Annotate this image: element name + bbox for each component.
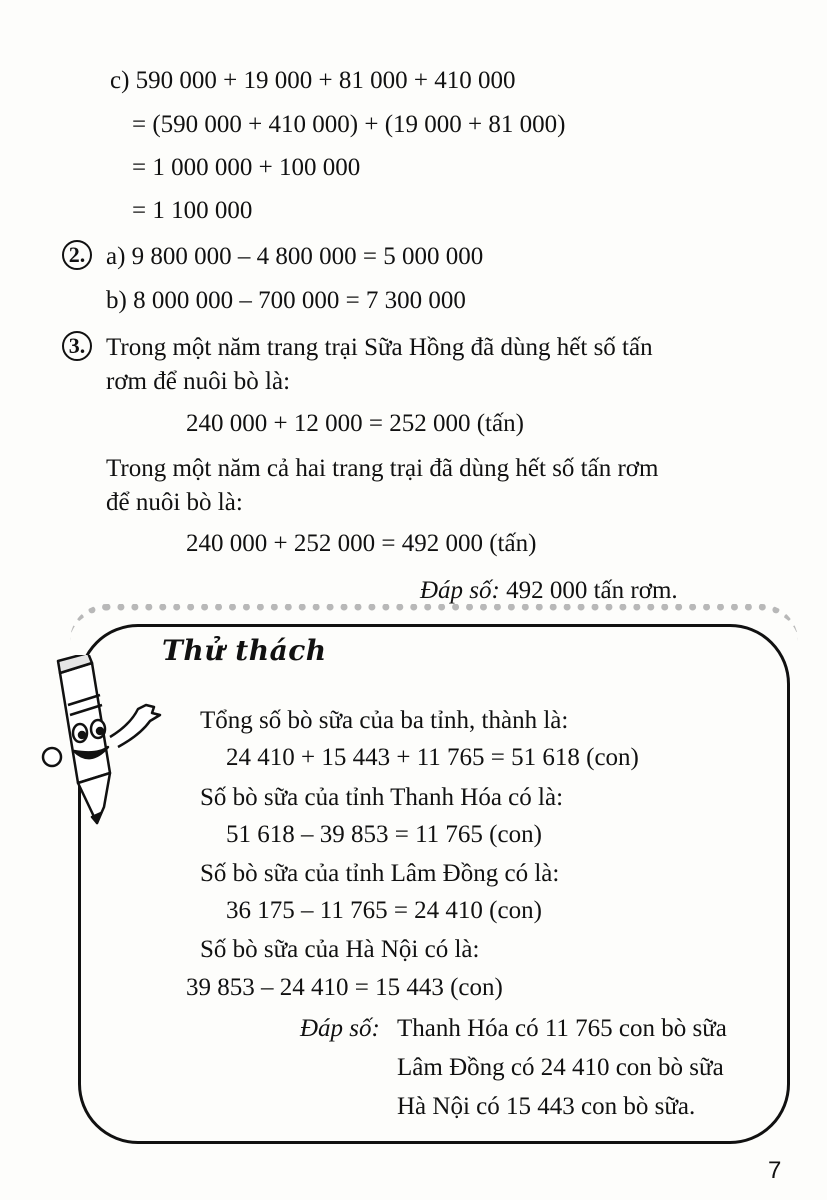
challenge-line-1: Tổng số bò sữa của ba tỉnh, thành là: (200, 707, 569, 734)
part-c-line-3: = 1 000 000 + 100 000 (132, 154, 361, 181)
exercise-2-line-a: a) 9 800 000 – 4 800 000 = 5 000 000 (106, 243, 484, 270)
exercise-2-line-b: b) 8 000 000 – 700 000 = 7 300 000 (106, 287, 466, 314)
exercise-3-number-badge: 3. (62, 331, 92, 361)
part-c-line-2: = (590 000 + 410 000) + (19 000 + 81 000) (132, 111, 566, 138)
challenge-line-7: Số bò sữa của Hà Nội có là: (200, 936, 480, 963)
part-c-line-1: c) 590 000 + 19 000 + 81 000 + 410 000 (110, 67, 516, 94)
challenge-answer-label: Đáp số: (300, 1015, 380, 1042)
exercise-3-answer (420, 576, 678, 606)
exercise-3-calculation-2: 240 000 + 252 000 = 492 000 (tấn) (186, 530, 537, 557)
challenge-line-2: 24 410 + 15 443 + 11 765 = 51 618 (con) (226, 744, 639, 771)
exercise-3-paragraph-1-line-1: Trong một năm trang trại Sữa Hồng đã dùng hết số tấn (106, 334, 653, 361)
challenge-answer-2: Lâm Đồng có 24 410 con bò sữa (397, 1054, 724, 1081)
exercise-3-paragraph-2-line-2: để nuôi bò là: (106, 489, 243, 516)
answer-value: 492 000 tấn rơm. (506, 577, 678, 604)
challenge-line-5: Số bò sữa của tỉnh Lâm Đồng có là: (200, 860, 560, 887)
part-c-line-4: = 1 100 000 (132, 197, 253, 224)
challenge-line-8: 39 853 – 24 410 = 15 443 (con) (186, 974, 503, 1001)
page-number: 7 (768, 1157, 782, 1184)
challenge-answer-3: Hà Nội có 15 443 con bò sữa. (397, 1093, 696, 1120)
challenge-title: Thử thách (162, 634, 327, 667)
exercise-3-paragraph-1-line-2: rơm để nuôi bò là: (106, 368, 291, 395)
exercise-3-calculation-1: 240 000 + 12 000 = 252 000 (tấn) (186, 410, 524, 437)
challenge-line-6: 36 175 – 11 765 = 24 410 (con) (226, 897, 542, 924)
challenge-line-4: 51 618 – 39 853 = 11 765 (con) (226, 821, 542, 848)
challenge-answer-1: Thanh Hóa có 11 765 con bò sữa (397, 1015, 727, 1042)
answer-label: Đáp số: (420, 577, 500, 604)
pencil-mascot-icon (22, 655, 172, 835)
exercise-3-paragraph-2-line-1: Trong một năm cả hai trang trại đã dùng hết số tấn rơm (106, 455, 659, 482)
exercise-2-number-badge: 2. (62, 240, 92, 270)
challenge-line-3: Số bò sữa của tỉnh Thanh Hóa có là: (200, 784, 564, 811)
